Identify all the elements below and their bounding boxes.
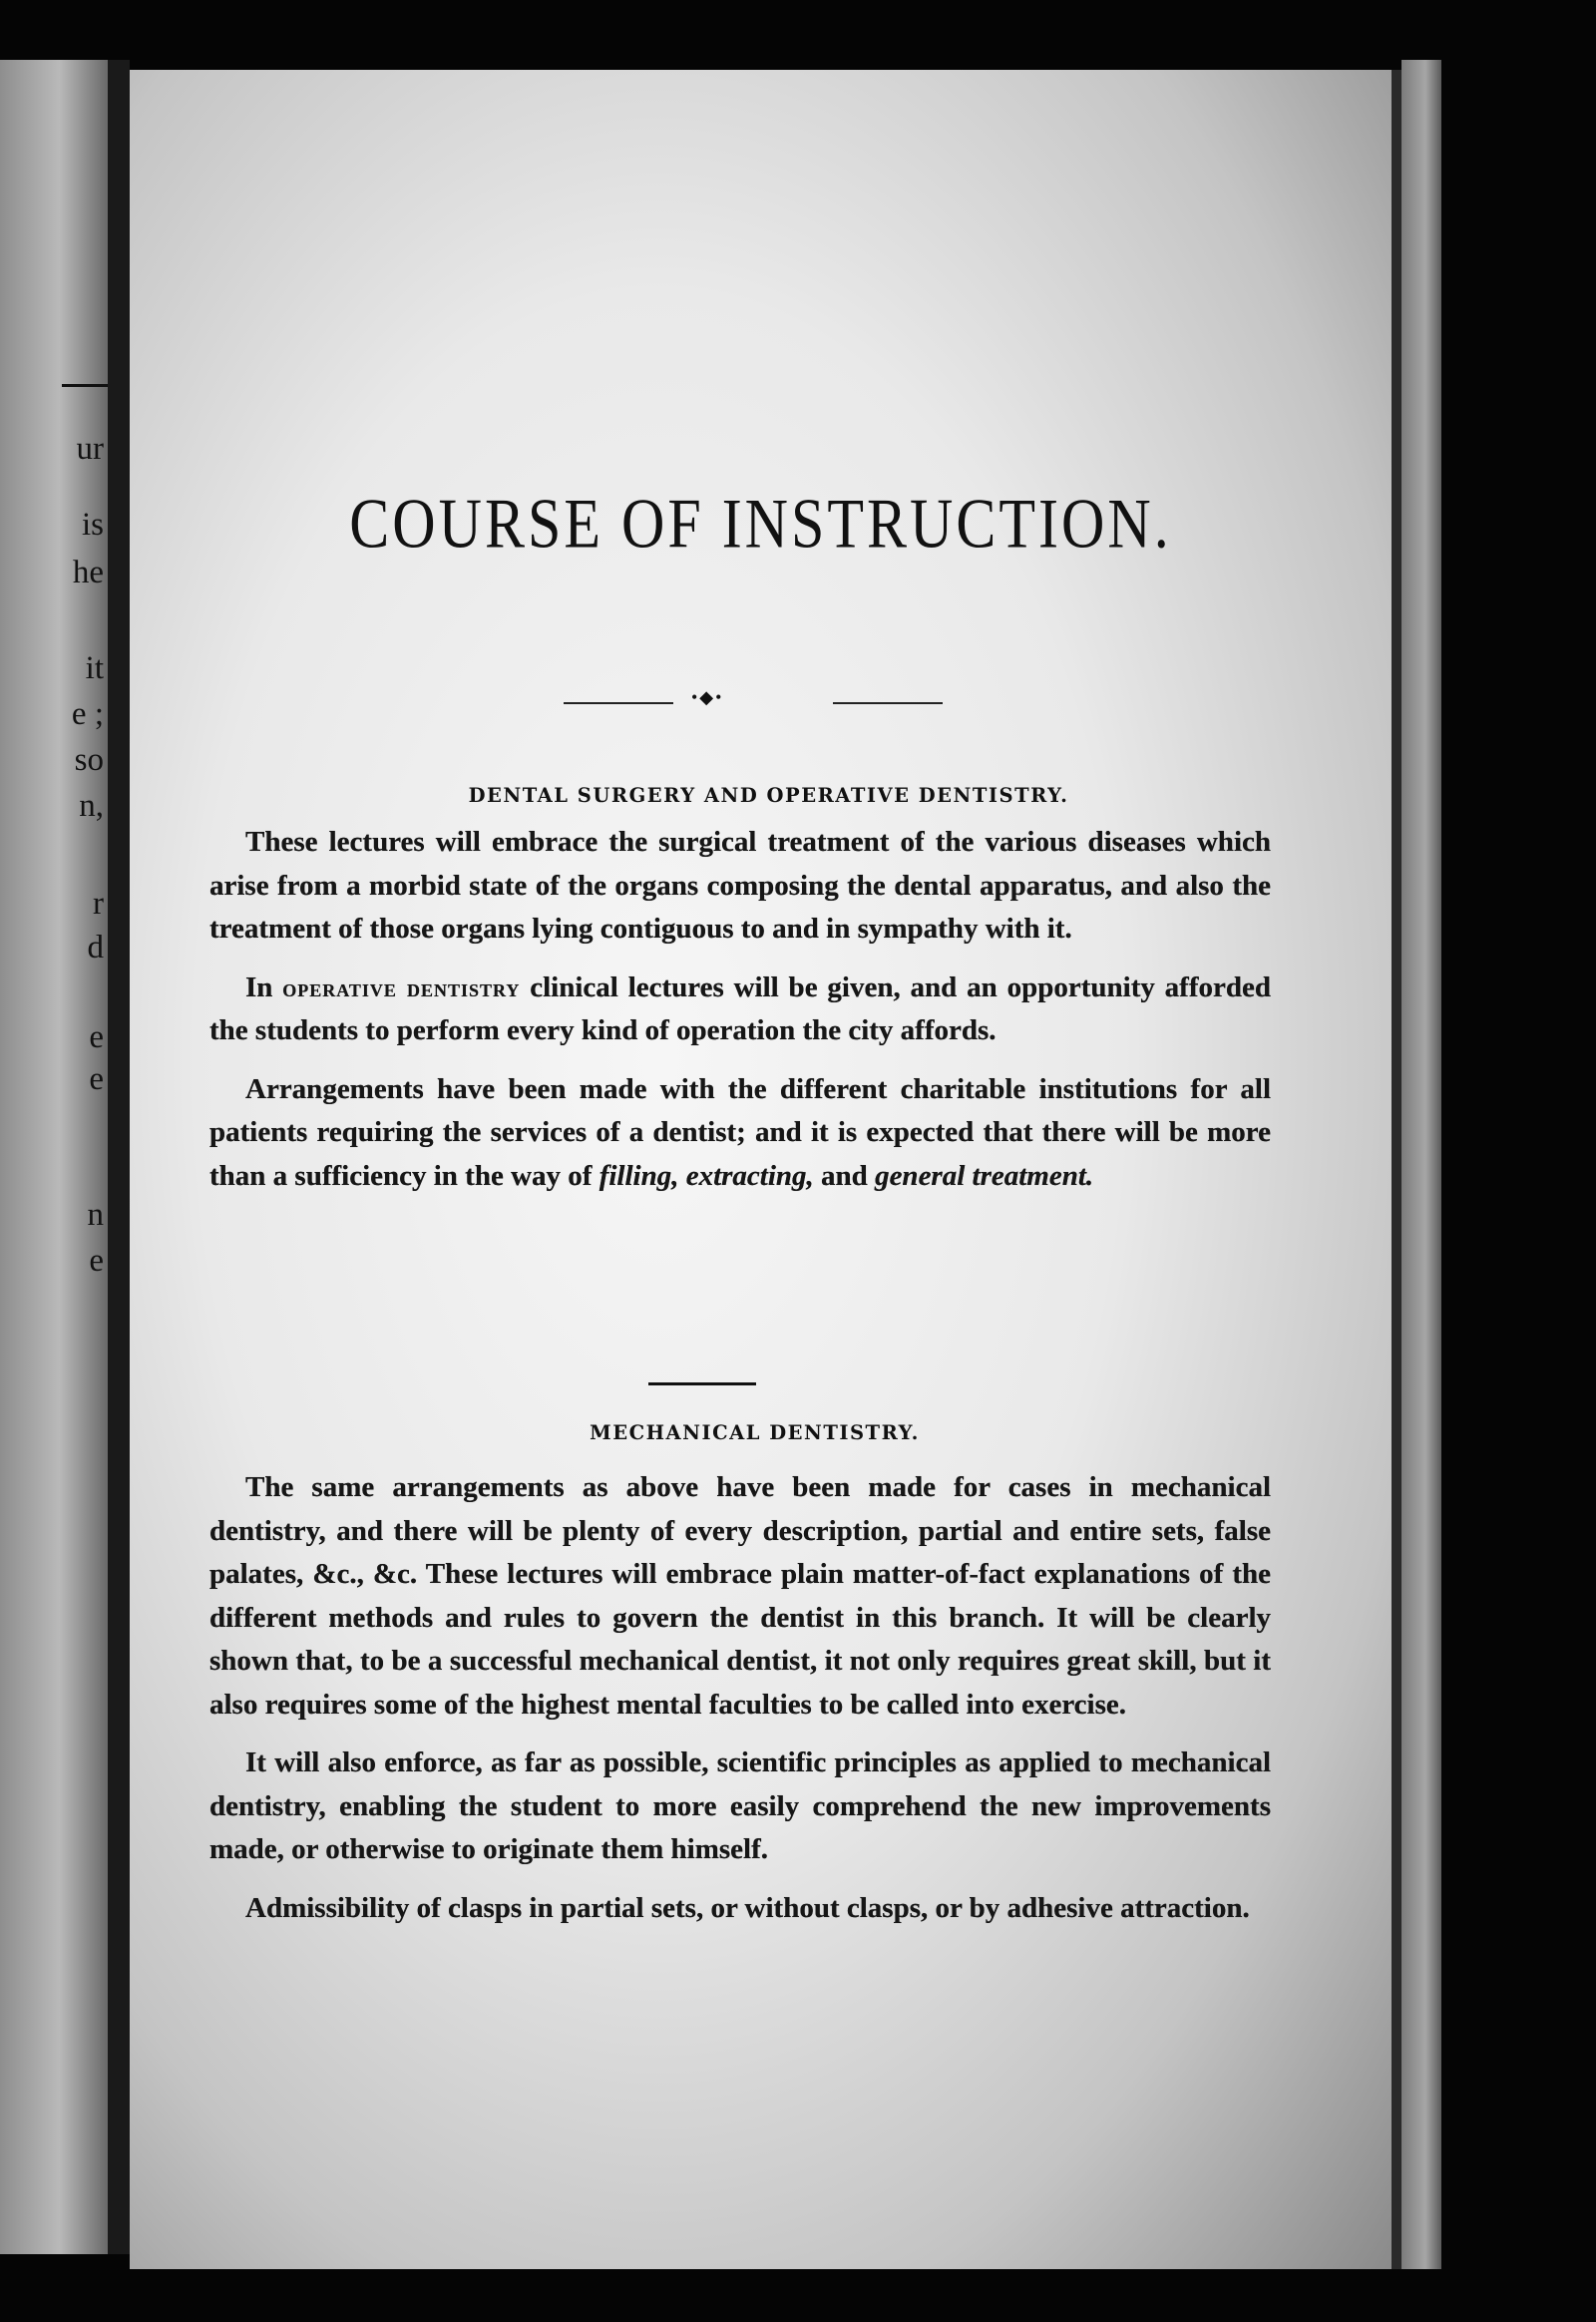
section-heading-dental-surgery: DENTAL SURGERY AND OPERATIVE DENTISTRY. [468,784,1069,807]
facing-page-fragment: ur [76,431,104,467]
paragraph: It will also enforce, as far as possible, scientific principles as applied to mechanical dentistry, enabling the student to more easily comprehend the new improvements made, or otherwise to originate them himself. [209,1746,1271,1865]
book-gutter [108,60,130,2254]
facing-page-fragment: it [85,650,104,686]
facing-page-strip [0,60,108,2254]
facing-page-fragment: r [93,886,104,922]
italic-term: general treatment. [875,1159,1094,1192]
paragraph: Arrangements have been made with the different charitable institutions for all patients requiring the services of a dentist; and it is expected that there will be more than a sufficiency in the way of filling, extracting, and general treatment. [209,1072,1271,1192]
facing-page-fragment: e [89,1019,104,1055]
small-caps-term: operative dentistry [282,972,521,1002]
facing-page-rule [62,384,108,387]
facing-page-fragment: e [89,1061,104,1097]
paragraph: Admissibility of clasps in partial sets, or without clasps, or by adhesive attraction. [245,1891,1250,1924]
facing-page-fragment: n, [79,788,104,824]
facing-page-fragment: e ; [71,696,104,732]
book-page [130,70,1392,2269]
page-title: COURSE OF INSTRUCTION. [349,485,1172,563]
ornament-glyph: •◆• [691,687,724,707]
facing-page-fragment: so [74,742,104,778]
section-heading-mechanical-dentistry: MECHANICAL DENTISTRY. [590,1421,920,1444]
paragraph: In operative dentistry clinical lectures will be given, and an opportunity afforded the students to perform every kind of operation the city affords. [209,970,1271,1046]
section-body-dental-surgery [209,821,1271,1213]
facing-page-fragment: n [87,1197,104,1233]
title-ornament [564,687,953,710]
section-body-mechanical-dentistry [209,1466,1271,1945]
italic-term: filling, extracting, [598,1159,814,1192]
section-divider [648,1382,756,1385]
facing-page-fragment: is [81,507,104,543]
paragraph: The same arrangements as above have been made for cases in mechanical dentistry, and there will be plenty of every description, partial and entire sets, false palates, &c., &c. These lectures will embrace plain matter-of-fact explanations of the different methods and rules to govern the dentist in this branch. It will be clearly shown that, to be a successful mechanical dentist, it not only requires great skill, but it also requires some of the highest mental faculties to be called into exercise. [209,1471,1271,1721]
facing-page-fragment: e [89,1243,104,1279]
right-margin-strip [1401,60,1441,2269]
ornament-line-right [833,702,943,704]
paragraph: These lectures will embrace the surgical treatment of the various diseases which arise from a morbid state of the organs composing the dental apparatus, and also the treatment of those organs lying contiguous to and in sympathy with it. [209,826,1271,945]
facing-page-fragment: he [72,555,104,590]
ornament-line-left [564,702,673,704]
page-edge [1392,70,1401,2269]
facing-page-fragment: d [87,930,104,966]
